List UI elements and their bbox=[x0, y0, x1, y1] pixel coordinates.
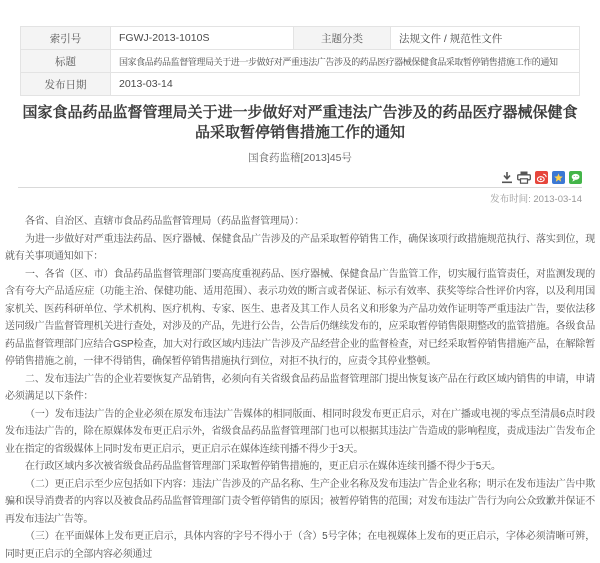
divider bbox=[18, 187, 582, 188]
paragraph: 为进一步做好对严重违法药品、医疗器械、保健食品广告涉及的产品采取暂停销售工作，确保该项行政措施规范执行、落实到位，现就有关事项通知如下： bbox=[5, 233, 595, 262]
paragraph: （一）发布违法广告的企业必须在原发布违法广告媒体的相同版面、相同时段发布更正启示，对在广播或电视的零点至清晨6点时段发布违法广告的，除在原媒体发布更正启示外，省级食品药品监督管理部门也可以根据其违法广告造成的影响程度，责成违法广告发布企业在指定的省级媒体上同时发布更正启示，更正启示在媒体连续刊播不得少于3天。 bbox=[5, 408, 595, 455]
meta-row-date bbox=[21, 73, 580, 96]
meta-row-index bbox=[21, 27, 580, 50]
publish-time-value: 2013-03-14 bbox=[533, 194, 582, 205]
meta-label-category: 主题分类 bbox=[294, 27, 391, 50]
meta-value-index: FGWJ-2013-1010S bbox=[111, 27, 294, 50]
publish-time bbox=[18, 191, 582, 205]
paragraph: （三）在平面媒体上发布更正启示，具体内容的字号不得小于（含）5号字体；在电视媒体上发布的更正启示，字体必须清晰可辨，同时更正启示的全部内容必须通过 bbox=[5, 531, 595, 560]
paragraph: 一、各省（区、市）食品药品监督管理部门要高度重视药品、医疗器械、保健食品广告监管工作，切实履行监管责任，对监测发现的含有夸大产品适应症（功能主治、保健功能、适用范围）、表示功效的断言或者保证、标示有效率、获奖等综合性评价内容，以及利用国家机关、医药科研单位、学术机构、医疗机构、专家、医生、患者及其工作人员名义和形象为产品功效作证明等严重违法广告，要依法移送同级广告监督管理机关进行查处，对涉及的产品，先进行公告，公告后仍继续发布的，应采取暂停销售限期整改的监管措施。各级食品药品监督管理部门应结合GSP检查，加大对行政区域内违法广告涉及产品经营企业的监督检查，对已经采取暂停销售措施产品，在解除暂停销售措施之前，一律不得销售，确保暂停销售措施执行到位，对拒不执行的，应责令其停业整顿。 bbox=[5, 268, 595, 367]
share-toolbar bbox=[18, 170, 582, 184]
meta-label-title: 标题 bbox=[21, 50, 111, 73]
paragraph: 二、发布违法广告的企业若要恢复产品销售，必须向有关省级食品药品监督管理部门提出恢复该产品在行政区域内销售的申请，申请必须满足以下条件： bbox=[5, 373, 595, 402]
meta-value-title: 国家食品药品监督管理局关于进一步做好对严重违法广告涉及的药品医疗器械保健食品采取暂停销售措施工作的通知 bbox=[111, 50, 580, 73]
paragraph: 各省、自治区、直辖市食品药品监督管理局（药品监督管理局）： bbox=[25, 216, 305, 227]
wechat-share-icon[interactable] bbox=[569, 171, 582, 184]
print-icon[interactable] bbox=[517, 171, 531, 184]
meta-label-index: 索引号 bbox=[21, 27, 111, 50]
document-body bbox=[5, 213, 595, 563]
meta-table bbox=[20, 26, 580, 96]
meta-label-date: 发布日期 bbox=[21, 73, 111, 96]
document-number: 国食药监稽[2013]45号 bbox=[248, 152, 352, 164]
meta-value-category: 法规文件 / 规范性文件 bbox=[391, 27, 580, 50]
paragraph: 在行政区域内多次被省级食品药品监督管理部门采取暂停销售措施的，更正启示在媒体连续刊播不得少于5天。 bbox=[25, 461, 501, 472]
meta-row-title bbox=[21, 50, 580, 73]
weibo-share-icon[interactable] bbox=[535, 171, 548, 184]
page-title: 国家食品药品监督管理局关于进一步做好对严重违法广告涉及的药品医疗器械保健食品采取暂停销售措施工作的通知 bbox=[22, 104, 578, 141]
qzone-share-icon[interactable] bbox=[552, 171, 565, 184]
publish-time-label: 发布时间: bbox=[490, 194, 531, 205]
meta-value-date: 2013-03-14 bbox=[111, 73, 580, 96]
download-icon[interactable] bbox=[501, 171, 513, 184]
paragraph: （二）更正启示至少应包括如下内容：违法广告涉及的产品名称、生产企业名称及发布违法广告企业名称；明示在发布违法广告中欺骗和误导消费者的内容以及被食品药品监督管理部门责令暂停销售的原因；被暂停销售的范围；对发布违法广告行为向公众致歉并保证不再发布违法广告等。 bbox=[5, 478, 595, 525]
